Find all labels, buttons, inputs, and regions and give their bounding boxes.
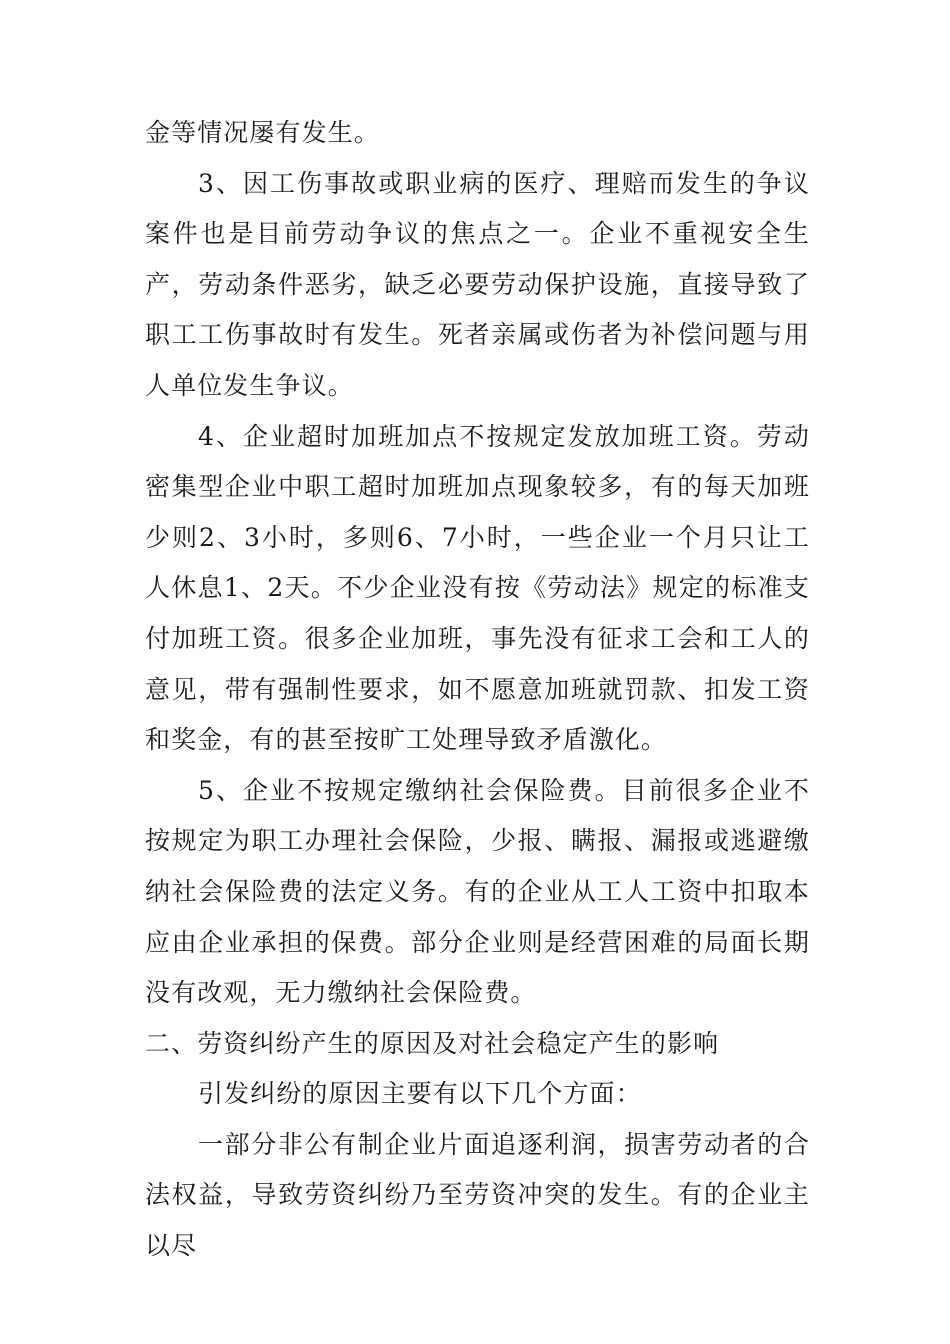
paragraph-cause-1: 一部分非公有制企业片面追逐利润，损害劳动者的合法权益，导致劳资纠纷乃至劳资冲突的发生。有的企业主以尽 — [145, 1129, 810, 1261]
paragraph-item-5: 5、企业不按规定缴纳社会保险费。目前很多企业不按规定为职工办理社会保险，少报、瞒报、漏报或逃避缴纳社会保险费的法定义务。有的企业从工人工资中扣取本应由企业承担的保费。部分企业则是经营困难的局面长期没有改观，无力缴纳社会保险费。 — [145, 775, 810, 1008]
document-body — [145, 108, 810, 1272]
paragraph-intro: 引发纠纷的原因主要有以下几个方面： — [198, 1079, 642, 1109]
paragraph-item-3: 3、因工伤事故或职业病的医疗、理赔而发生的争议案件也是目前劳动争议的焦点之一。企业不重视安全生产，劳动条件恶劣，缺乏必要劳动保护设施，直接导致了职工工伤事故时有发生。死者亲属或伤者为补偿问题与用人单位发生争议。 — [145, 168, 810, 400]
paragraph-continuation: 金等情况屡有发生。 — [145, 118, 380, 147]
paragraph-item-4: 4、企业超时加班加点不按规定发放加班工资。劳动密集型企业中职工超时加班加点现象较多，有的每天加班少则2、3小时，多则6、7小时，一些企业一个月只让工人休息1、2天。不少企业没有按《劳动法》规定的标准支付加班工资。很多企业加班，事先没有征求工会和工人的意见，带有强制性要求，如不愿意加班就罚款、扣发工资和奖金，有的甚至按旷工处理导致矛盾激化。 — [145, 421, 810, 755]
section-heading: 二、劳资纠纷产生的原因及对社会稳定产生的影响 — [145, 1028, 720, 1058]
